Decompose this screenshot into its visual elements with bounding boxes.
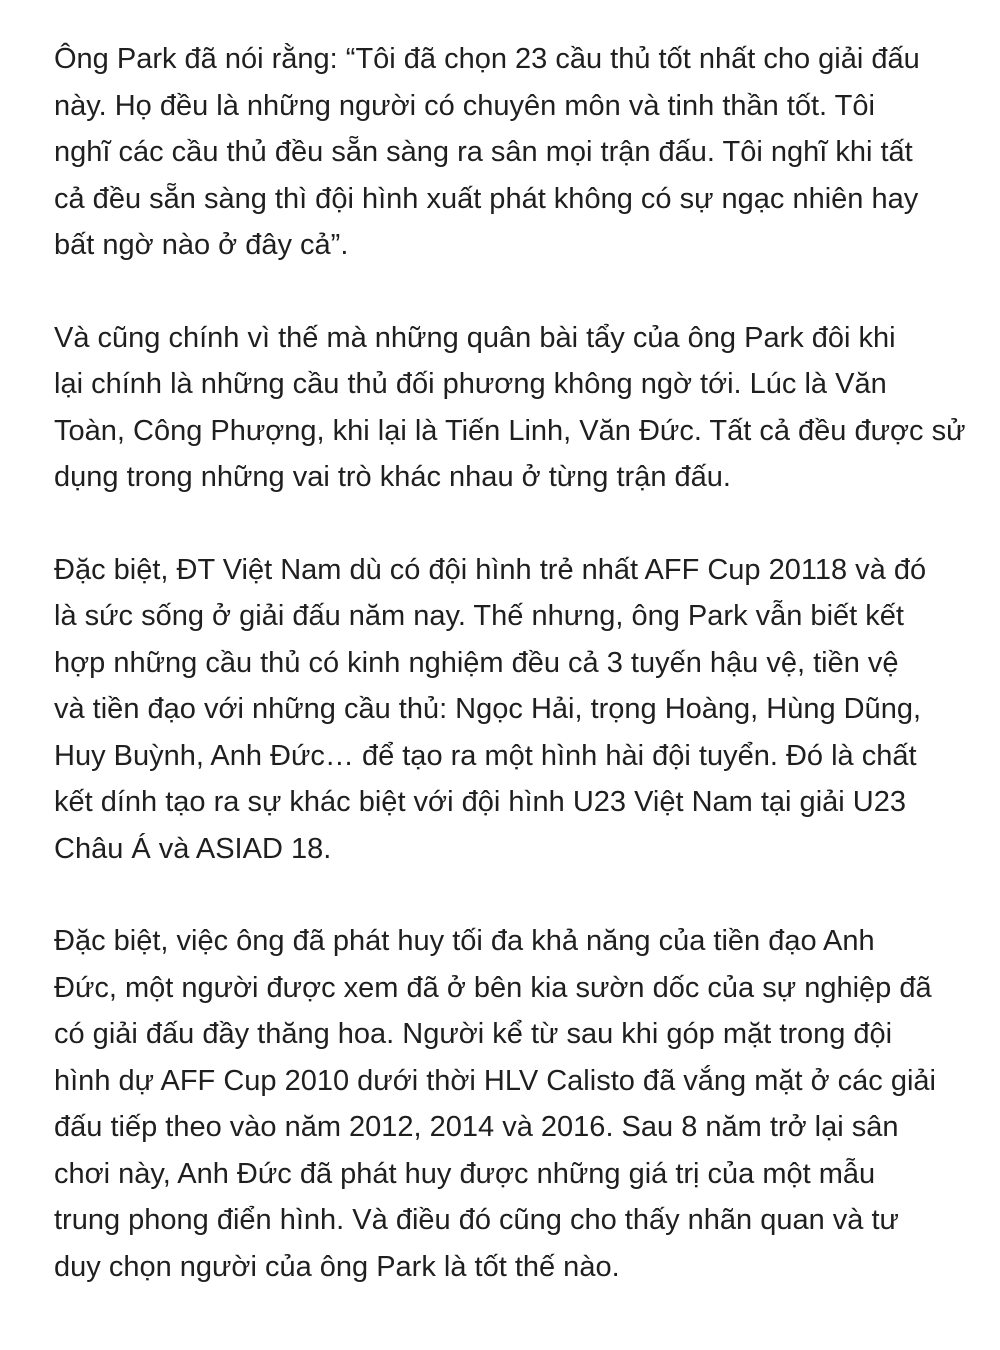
text-line: lại chính là những cầu thủ đối phương không ngờ tới. Lúc là Văn: [54, 368, 887, 400]
text-line: là sức sống ở giải đấu năm nay. Thế nhưng, ông Park vẫn biết kết: [54, 600, 904, 632]
text-line: duy chọn người của ông Park là tốt thế nào.: [54, 1250, 620, 1283]
text-line: có giải đấu đầy thăng hoa. Người kể từ sau khi góp mặt trong đội: [54, 1018, 893, 1050]
text-line: Và cũng chính vì thế mà những quân bài tẩy của ông Park đôi khi: [54, 321, 896, 354]
article-body: [54, 36, 966, 1336]
paragraph-3: [54, 547, 954, 873]
text-line: cả đều sẵn sàng thì đội hình xuất phát không có sự ngạc nhiên hay: [54, 182, 919, 215]
text-line: hợp những cầu thủ có kinh nghiệm đều cả 3 tuyến hậu vệ, tiền vệ: [54, 646, 899, 679]
text-line: bất ngờ nào ở đây cả”.: [54, 229, 349, 261]
paragraph-4: [54, 918, 954, 1290]
text-line: trung phong điển hình. Và điều đó cũng cho thấy nhãn quan và tư: [54, 1204, 899, 1236]
text-line: đấu tiếp theo vào năm 2012, 2014 và 2016. Sau 8 năm trở lại sân: [54, 1111, 899, 1143]
text-line: kết dính tạo ra sự khác biệt với đội hình U23 Việt Nam tại giải U23: [54, 786, 906, 818]
text-line: Đặc biệt, việc ông đã phát huy tối đa khả năng của tiền đạo Anh: [54, 925, 875, 957]
text-line: và tiền đạo với những cầu thủ: Ngọc Hải, trọng Hoàng, Hùng Dũng,: [54, 693, 922, 725]
text-line: Đặc biệt, ĐT Việt Nam dù có đội hình trẻ nhất AFF Cup 20118 và đó: [54, 553, 927, 586]
text-line: Châu Á và ASIAD 18.: [54, 832, 332, 865]
text-line: dụng trong những vai trò khác nhau ở từng trận đấu.: [54, 461, 731, 493]
text-line: này. Họ đều là những người có chuyên môn và tinh thần tốt. Tôi: [54, 89, 875, 122]
text-line: chơi này, Anh Đức đã phát huy được những giá trị của một mẫu: [54, 1157, 876, 1190]
text-line: Ông Park đã nói rằng: “Tôi đã chọn 23 cầu thủ tốt nhất cho giải đấu: [54, 43, 920, 75]
paragraph-1: [54, 36, 954, 269]
paragraph-2: [54, 315, 966, 501]
text-line: nghĩ các cầu thủ đều sẵn sàng ra sân mọi trận đấu. Tôi nghĩ khi tất: [54, 136, 913, 168]
text-line: Huy Buỳnh, Anh Đức… để tạo ra một hình hài đội tuyển. Đó là chất: [54, 739, 917, 772]
text-line: Toàn, Công Phượng, khi lại là Tiến Linh, Văn Đức. Tất cả đều được sử: [54, 414, 966, 447]
text-line: Đức, một người được xem đã ở bên kia sườn dốc của sự nghiệp đã: [54, 971, 932, 1004]
text-line: hình dự AFF Cup 2010 dưới thời HLV Calisto đã vắng mặt ở các giải: [54, 1064, 936, 1097]
